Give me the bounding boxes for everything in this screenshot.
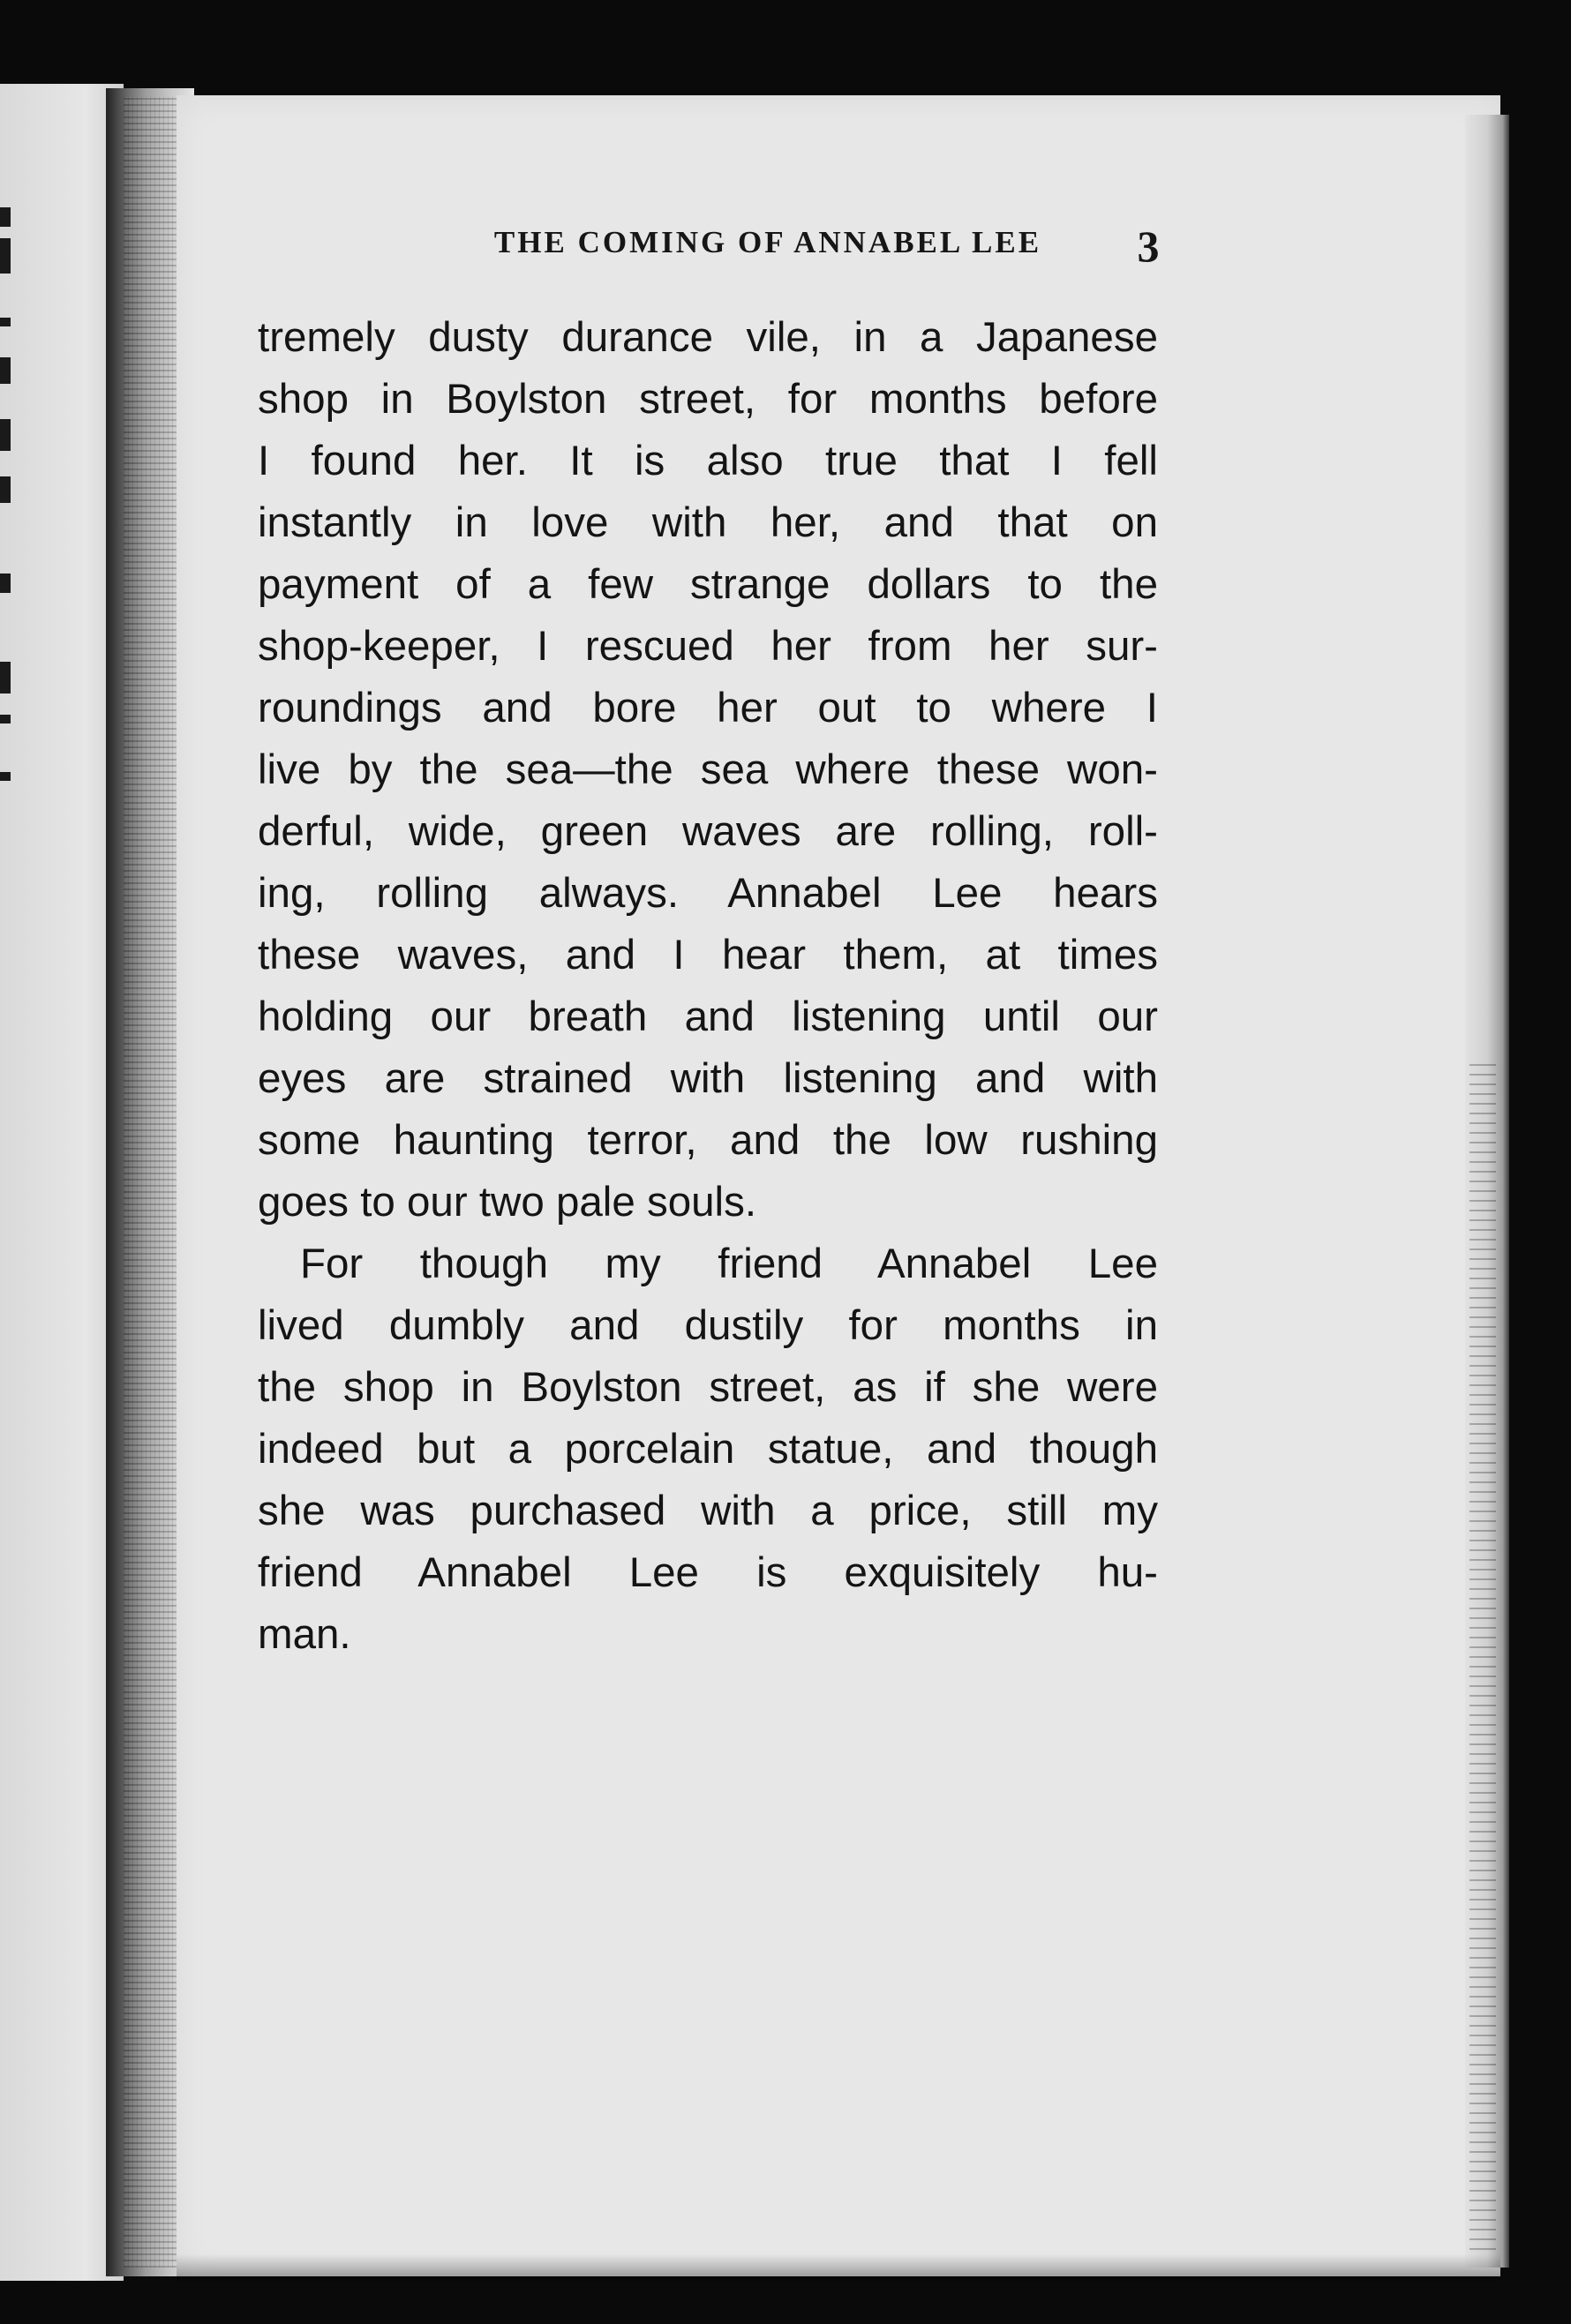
text-line: eyes are strained with listening and with: [258, 1055, 1158, 1102]
text-line: derful, wide, green waves are rolling, roll-: [258, 808, 1158, 855]
text-line: she was purchased with a price, still my: [258, 1488, 1158, 1534]
text-line: friend Annabel Lee is exquisitely hu-: [258, 1549, 1158, 1596]
text-line: roundings and bore her out to where I: [258, 685, 1158, 731]
text-line: these waves, and I hear them, at times: [258, 932, 1158, 978]
page-edge-texture: [1470, 1059, 1496, 2250]
text-line: live by the sea—the sea where these won-: [258, 746, 1158, 793]
text-line: lived dumbly and dustily for months in: [258, 1302, 1158, 1349]
text-line: indeed but a porcelain statue, and though: [258, 1426, 1158, 1473]
page-number: 3: [1137, 221, 1160, 271]
facing-page-edge: [0, 84, 124, 2281]
text-line: ing, rolling always. Annabel Lee hears: [258, 870, 1158, 917]
paragraph-2: [258, 1233, 1158, 1666]
text-line: payment of a few strange dollars to the: [258, 561, 1158, 608]
page-bottom-shadow: [177, 2254, 1500, 2281]
text-line: I found her. It is also true that I fell: [258, 438, 1158, 484]
text-line: holding our breath and listening until our: [258, 993, 1158, 1040]
text-line: For though my friend Annabel Lee: [300, 1241, 1158, 1287]
gutter-texture: [124, 97, 177, 2268]
text-line: goes to our two pale souls.: [258, 1179, 757, 1226]
body-text: [258, 307, 1158, 1666]
text-line: tremely dusty durance vile, in a Japanese: [258, 314, 1158, 361]
paragraph-1: [258, 307, 1158, 1233]
text-line: instantly in love with her, and that on: [258, 499, 1158, 546]
text-line: some haunting terror, and the low rushing: [258, 1117, 1158, 1164]
running-head: THE COMING OF ANNABEL LEE: [493, 225, 1042, 259]
text-line: shop in Boylston street, for months before: [258, 376, 1158, 423]
text-line: shop-keeper, I rescued her from her sur-: [258, 623, 1158, 670]
text-line: the shop in Boylston street, as if she were: [258, 1364, 1158, 1411]
text-line: man.: [258, 1611, 351, 1658]
